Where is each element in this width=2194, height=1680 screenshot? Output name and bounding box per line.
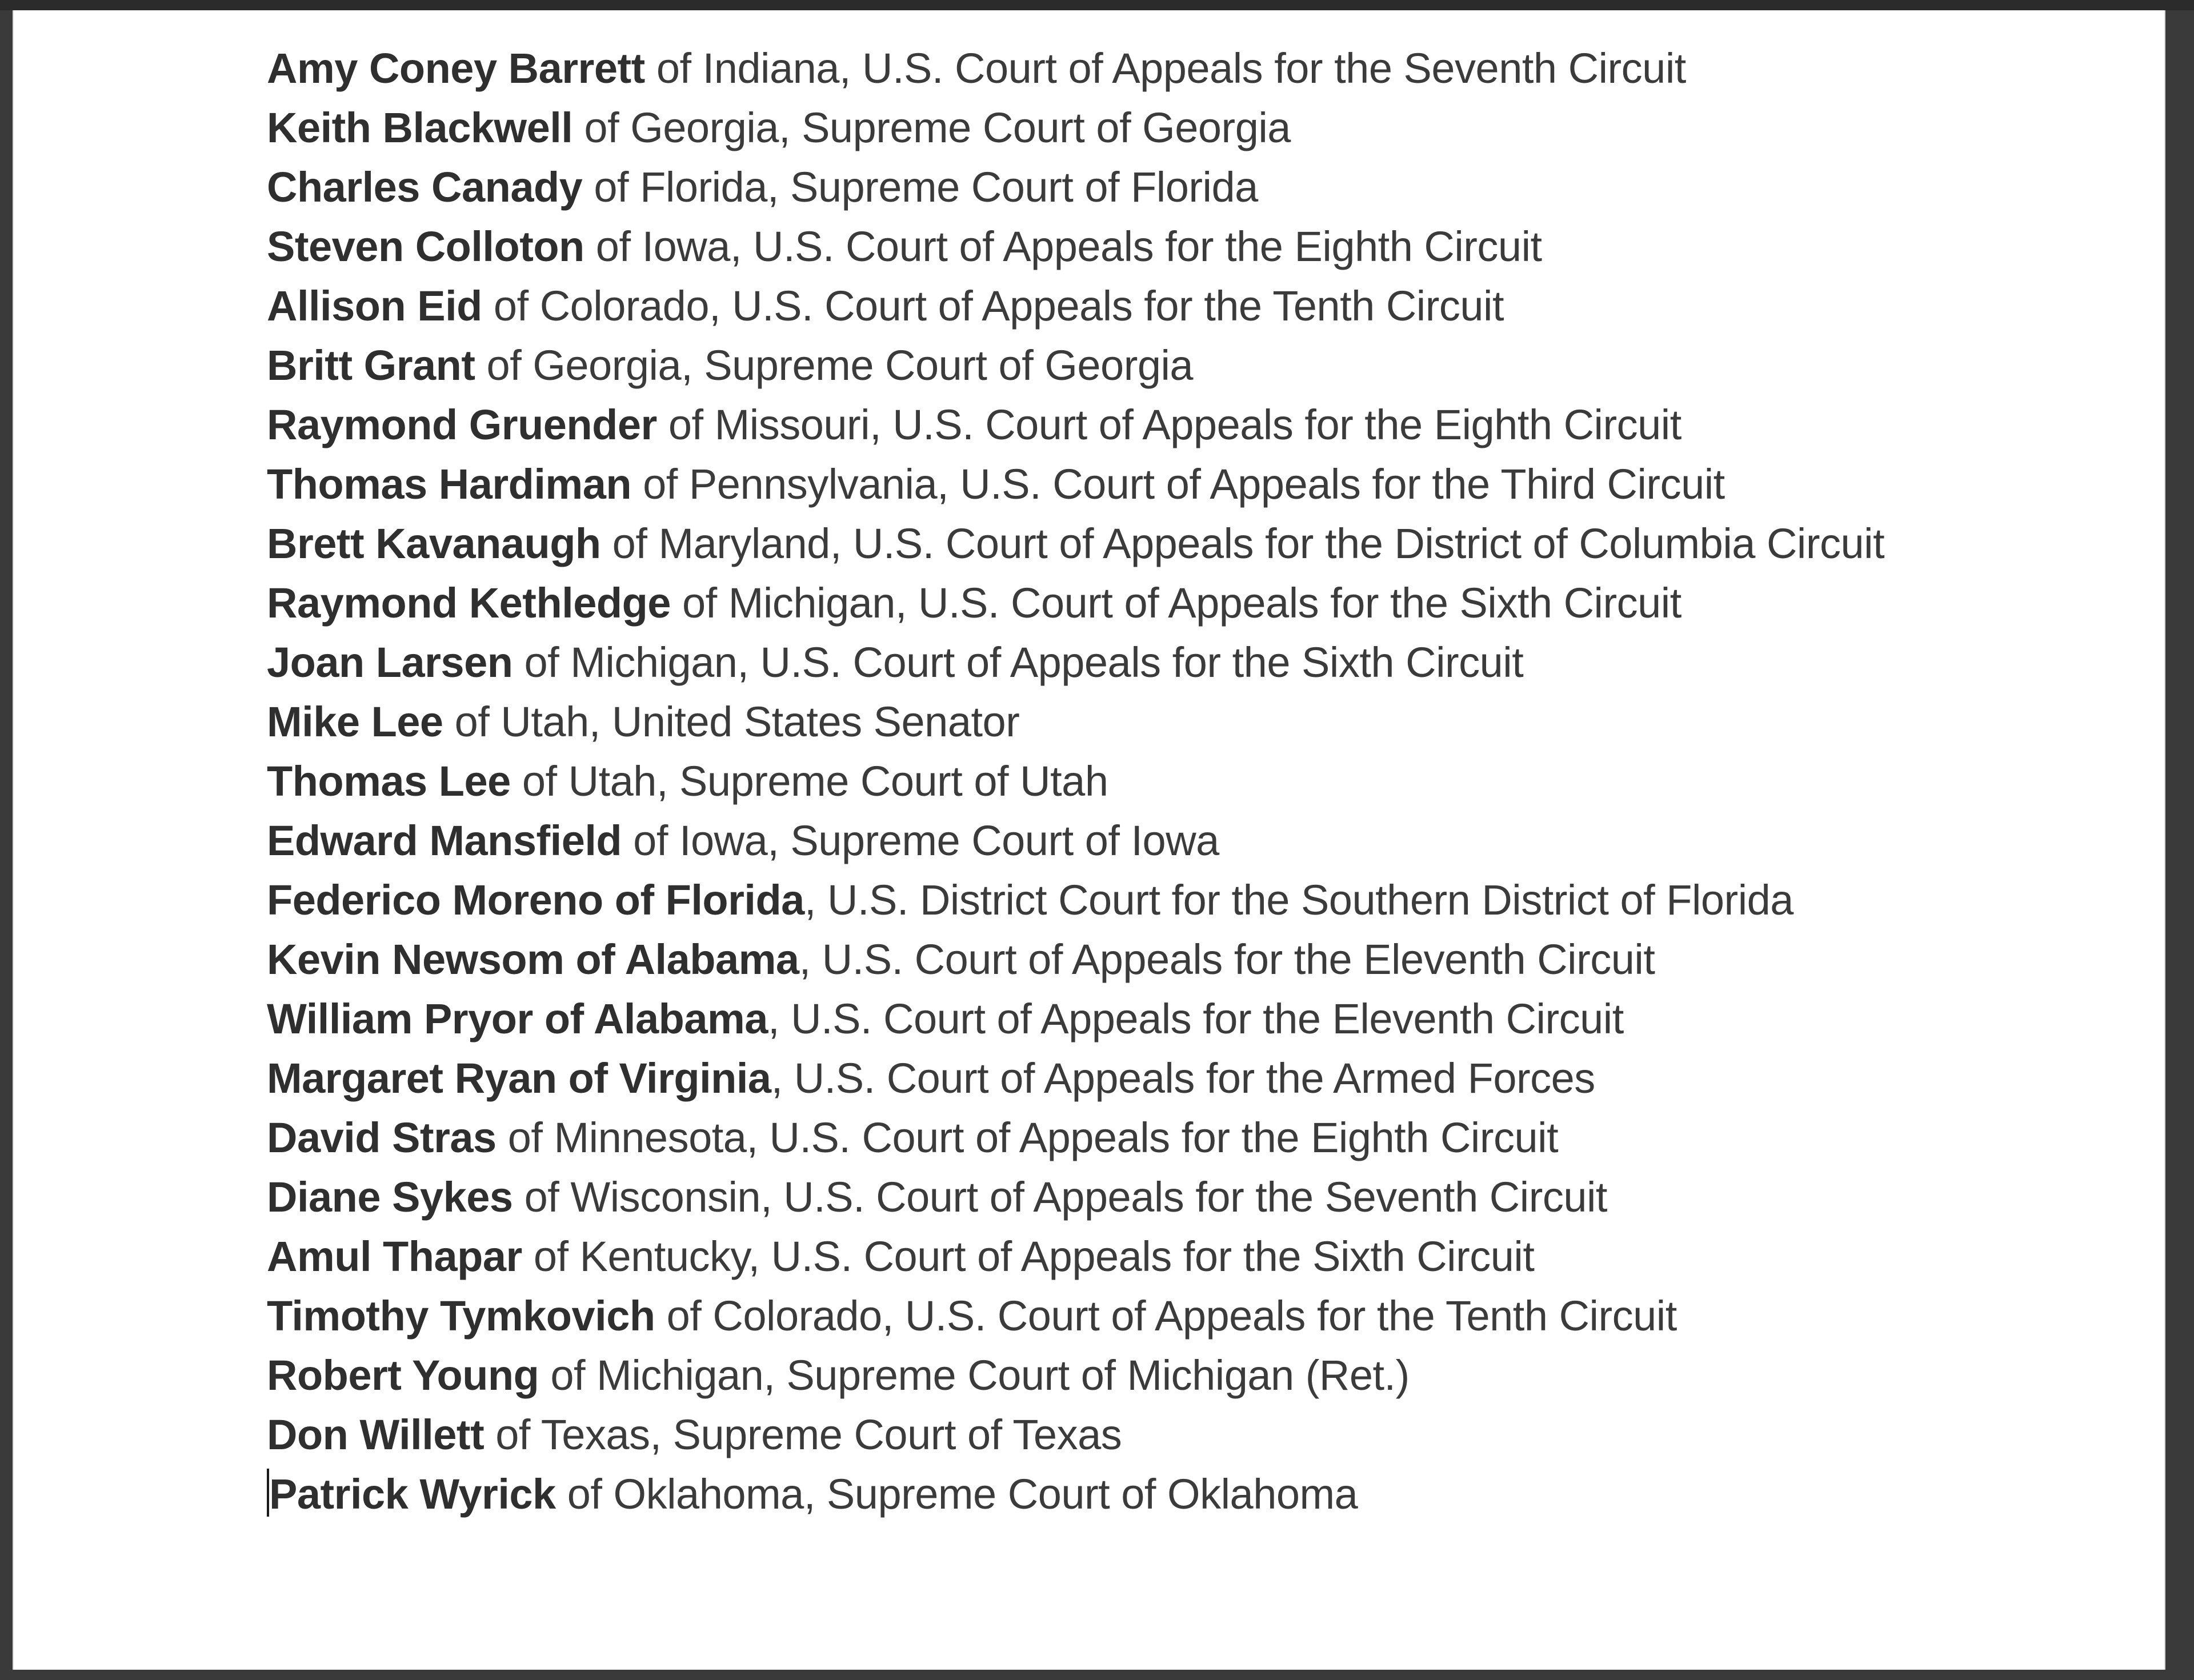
list-item <box>267 455 1901 514</box>
list-item <box>267 1227 1901 1286</box>
nominee-name: Thomas Hardiman <box>267 460 632 508</box>
nominee-detail: of Iowa, U.S. Court of Appeals for the Eighth Circuit <box>584 223 1542 270</box>
nominee-name: Amy Coney Barrett <box>267 45 645 92</box>
document-page[interactable] <box>13 10 2165 1670</box>
nominee-name: Timothy Tymkovich <box>267 1292 655 1340</box>
nominee-detail: , U.S. Court of Appeals for the Armed Forces <box>771 1054 1595 1102</box>
nominee-name: Margaret Ryan of Virginia <box>267 1054 771 1102</box>
nominee-name: Brett Kavanaugh <box>267 520 601 567</box>
nominee-detail: of Indiana, U.S. Court of Appeals for the Seventh Circuit <box>644 45 1686 92</box>
nominee-detail: of Georgia, Supreme Court of Georgia <box>475 342 1194 389</box>
nominee-name: Britt Grant <box>267 342 475 389</box>
list-item <box>267 930 1901 989</box>
list-item <box>267 811 1901 871</box>
list-item <box>267 395 1901 455</box>
nominee-name: William Pryor of Alabama <box>267 995 768 1043</box>
nominee-detail: of Michigan, U.S. Court of Appeals for the Sixth Circuit <box>670 579 1681 627</box>
nominee-name: David Stras <box>267 1114 497 1161</box>
list-item <box>267 1346 1901 1405</box>
nominee-detail: of Maryland, U.S. Court of Appeals for the District of Columbia Circuit <box>600 520 1885 567</box>
list-item <box>267 633 1901 692</box>
list-item <box>267 158 1901 217</box>
nominee-detail: of Pennsylvania, U.S. Court of Appeals for the Third Circuit <box>631 460 1725 508</box>
nominee-name: Raymond Gruender <box>267 401 657 448</box>
nominee-detail: of Georgia, Supreme Court of Georgia <box>572 104 1291 151</box>
nominee-detail: of Oklahoma, Supreme Court of Oklahoma <box>555 1470 1358 1518</box>
list-item <box>267 217 1901 276</box>
nominee-name: Thomas Lee <box>267 757 511 805</box>
nominee-name: Keith Blackwell <box>267 104 573 151</box>
nominee-name: Patrick Wyrick <box>269 1470 556 1518</box>
nominee-detail: of Wisconsin, U.S. Court of Appeals for the Seventh Circuit <box>513 1173 1607 1221</box>
nominee-detail: , U.S. Court of Appeals for the Eleventh Circuit <box>767 995 1624 1043</box>
list-item <box>267 1405 1901 1465</box>
nominee-detail: of Michigan, Supreme Court of Michigan (Ret.) <box>539 1352 1410 1399</box>
nominee-name: Robert Young <box>267 1352 539 1399</box>
nominee-detail: , U.S. Court of Appeals for the Eleventh Circuit <box>799 936 1655 983</box>
nominee-name: Allison Eid <box>267 282 482 330</box>
nominee-detail: of Missouri, U.S. Court of Appeals for the Eighth Circuit <box>656 401 1681 448</box>
list-item <box>267 1049 1901 1108</box>
list-item <box>267 39 1901 98</box>
list-item <box>267 514 1901 574</box>
nominee-detail: of Utah, Supreme Court of Utah <box>510 757 1108 805</box>
nominee-detail: of Colorado, U.S. Court of Appeals for the Tenth Circuit <box>482 282 1504 330</box>
nominee-name: Amul Thapar <box>267 1233 522 1280</box>
nominee-detail: of Utah, United States Senator <box>443 698 1020 745</box>
nominee-name: Raymond Kethledge <box>267 579 671 627</box>
list-item <box>267 98 1901 158</box>
nominee-detail: of Kentucky, U.S. Court of Appeals for the Sixth Circuit <box>522 1233 1535 1280</box>
nominee-name: Mike Lee <box>267 698 443 745</box>
window-bottom-bar <box>0 1670 2194 1680</box>
list-item <box>267 1108 1901 1168</box>
nominee-name: Federico Moreno of Florida <box>267 876 804 924</box>
list-item <box>267 1286 1901 1346</box>
list-item <box>267 1168 1901 1227</box>
list-item <box>267 276 1901 336</box>
list-item <box>267 752 1901 811</box>
nominee-detail: of Texas, Supreme Court of Texas <box>484 1411 1122 1458</box>
nominee-list <box>267 39 1901 1524</box>
list-item <box>267 574 1901 633</box>
nominee-name: Joan Larsen <box>267 639 513 686</box>
nominee-detail: , U.S. District Court for the Southern District of Florida <box>804 876 1793 924</box>
nominee-detail: of Florida, Supreme Court of Florida <box>582 163 1258 211</box>
list-item[interactable] <box>267 1465 1901 1524</box>
nominee-detail: of Iowa, Supreme Court of Iowa <box>622 817 1219 864</box>
nominee-name: Kevin Newsom of Alabama <box>267 936 799 983</box>
list-item <box>267 871 1901 930</box>
nominee-detail: of Michigan, U.S. Court of Appeals for the Sixth Circuit <box>513 639 1524 686</box>
list-item <box>267 989 1901 1049</box>
nominee-detail: of Minnesota, U.S. Court of Appeals for the Eighth Circuit <box>496 1114 1559 1161</box>
nominee-name: Diane Sykes <box>267 1173 513 1221</box>
nominee-detail: of Colorado, U.S. Court of Appeals for the Tenth Circuit <box>655 1292 1677 1340</box>
window-top-bar <box>0 0 2194 10</box>
nominee-name: Charles Canady <box>267 163 583 211</box>
nominee-name: Edward Mansfield <box>267 817 622 864</box>
nominee-name: Steven Colloton <box>267 223 584 270</box>
list-item <box>267 336 1901 395</box>
list-item <box>267 692 1901 752</box>
nominee-name: Don Willett <box>267 1411 485 1458</box>
